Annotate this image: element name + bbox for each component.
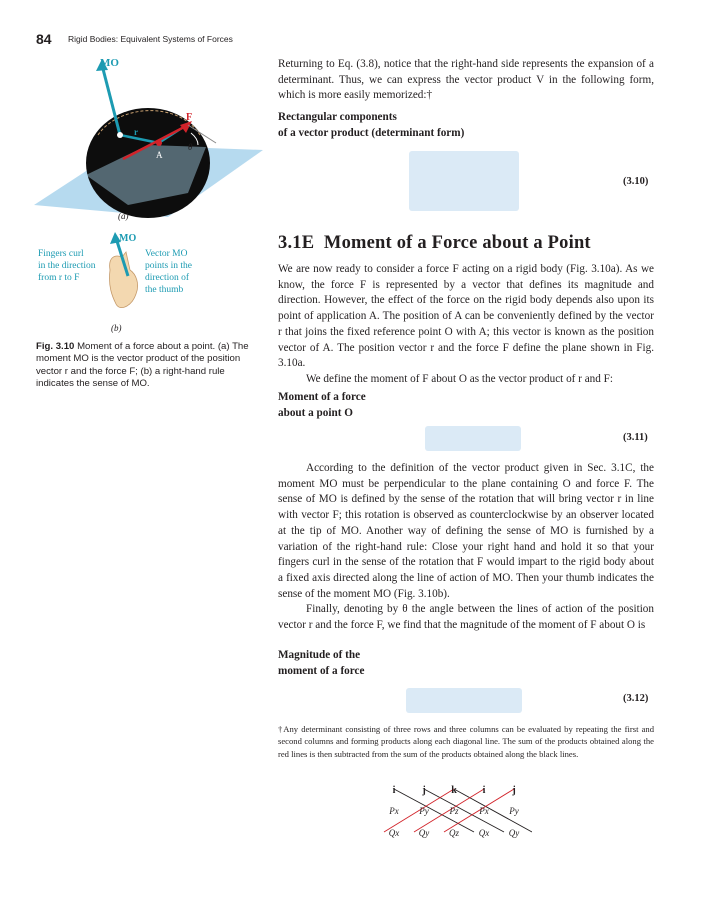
margin-label-determinant: Rectangular components of a vector product (determinant form) [278, 111, 465, 139]
label-r: r [134, 127, 138, 137]
body-paragraph-4: Finally, denoting by θ the angle between the lines of action of the position vector r and the force F, we find that the magnitude of the moment of F about O is [278, 603, 654, 632]
hand-illustration [100, 230, 146, 320]
figure-b-label: (b) [111, 323, 122, 333]
det-r1c2: j [422, 785, 426, 796]
figure-a-label: (a) [118, 211, 129, 221]
label-theta: θ [188, 142, 193, 152]
figure-a [28, 55, 268, 225]
label-mo-b: MO [119, 233, 137, 244]
equation-3-12-box [406, 688, 522, 713]
running-head: Rigid Bodies: Equivalent Systems of Forces [68, 34, 233, 44]
label-a-point: A [156, 150, 163, 160]
det-r3c4: Qx [478, 828, 490, 838]
figure-caption [36, 341, 254, 390]
footnote: †Any determinant consisting of three rows and three columns can be evaluated by repeating the first and second columns and forming products along each diagonal line. The sum of the products obtained along the red lines is then subtracted from the sum of the products obtained along the black lines. [278, 724, 654, 759]
margin-label-magnitude: Magnitude of the moment of a force [278, 649, 365, 677]
det-r3c2: Qy [418, 828, 430, 838]
body-paragraph-1: We are now ready to consider a force F acting on a rigid body (Fig. 3.10a). As we know, the force F is represented by a vector that defines its magnitude and direction. However, the effect of the force on the rigid body depends also upon its point of application A. The position of A can be conveniently defined by the vector r that joins the fixed reference point O with A; this vector is known as the position vector of A. The position vector r and the force F define the plane shown in Fig. 3.10a. We define the moment of F about O as the vector product of r and F: [278, 262, 654, 388]
equation-number-3-11: (3.11) [623, 432, 648, 443]
det-r1c4: i [482, 785, 486, 796]
label-f: F [186, 112, 193, 123]
determinant-diagram [382, 780, 532, 840]
caption-text: Moment of a force about a point. (a) The moment MO is the vector product of the position vector r and the force F; (b) a right-hand rule indicates the sense of MO. [36, 341, 249, 389]
body-paragraph-3: According to the definition of the vector product given in Sec. 3.1C, the moment MO must be perpendicular to the plane containing O and force F. The sense of MO is defined by the sense of the rotation that will bring vector r in line with vector F; this rotation is observed as counterclockwise by an observer located at the tip of MO. Another way of defining the sense of MO is furnished by a variation of the right-hand rule: Close your right hand and hold it so that your fingers curl in the sense of the rotation that F would impart to the rigid body about a fixed axis directed along the line of action of MO. Then your thumb indicates the sense of the moment MO (Fig. 3.10b). Finally, denoting by θ the angle between the lines of action of the position vector r and the force F, we find that the magnitude of the moment of F about O is [278, 461, 654, 634]
hand-left-text: Fingers curl in the direction from r to F [38, 249, 96, 283]
det-r2c2: Py [419, 806, 429, 816]
equation-3-11-box [425, 426, 521, 451]
section-heading [278, 233, 591, 254]
det-r3c1: Qx [388, 828, 400, 838]
margin-label-moment: Moment of a force about a point O [278, 391, 366, 419]
det-r3c3: Qz [448, 828, 460, 838]
det-r2c1: Px [389, 806, 399, 816]
hand-right-text: Vector MO points in the direction of the thumb [145, 249, 192, 295]
caption-label: Fig. 3.10 [36, 341, 75, 352]
equation-number-3-10: (3.10) [623, 176, 649, 187]
det-r1c5: j [512, 785, 516, 796]
det-r1c3: k [451, 785, 457, 796]
section-number: 3.1E [278, 233, 315, 253]
intro-paragraph: Returning to Eq. (3.8), notice that the right-hand side represents the expansion of a determinant. Thus, we can express the vector product V in the following form, which is more easily memorized:† [278, 58, 654, 102]
page-number: 84 [36, 31, 52, 47]
equation-number-3-12: (3.12) [623, 693, 649, 704]
det-r2c5: Py [509, 806, 519, 816]
equation-3-10-box [409, 151, 519, 211]
det-r1c1: i [392, 785, 396, 796]
body-paragraph-2: We define the moment of F about O as the vector product of r and F: [306, 372, 613, 385]
det-r3c5: Qy [508, 828, 520, 838]
det-r2c4: Px [479, 806, 489, 816]
section-title: Moment of a Force about a Point [323, 233, 591, 253]
det-r2c3: Pz [449, 806, 459, 816]
label-mo: MO [100, 57, 119, 69]
